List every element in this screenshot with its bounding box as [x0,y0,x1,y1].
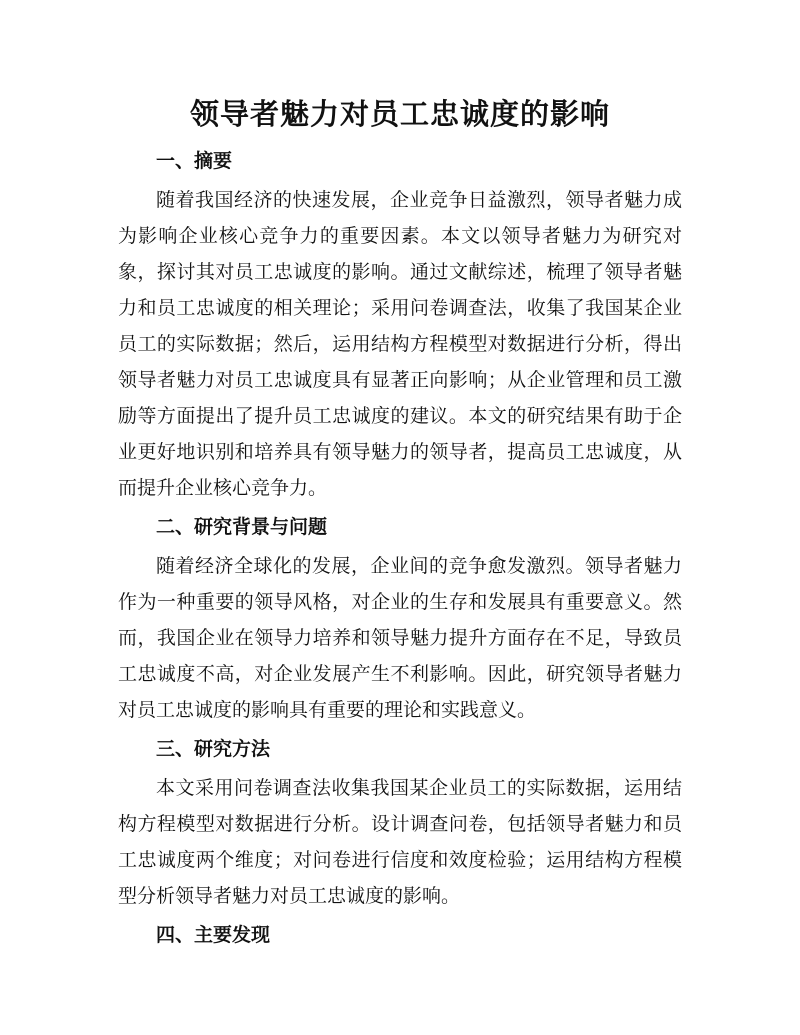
section-heading-abstract: 一、摘要 [156,150,233,172]
document-body [118,140,682,956]
section-heading-background: 二、研究背景与问题 [156,516,328,538]
section-heading-findings: 四、主要发现 [156,924,271,946]
section-heading-method: 三、研究方法 [156,738,271,760]
section-paragraph-background: 随着经济全球化的发展，企业间的竞争愈发激烈。领导者魅力作为一种重要的领导风格，对企业的生存和发展具有重要意义。然而，我国企业在领导力培养和领导魅力提升方面存在不足，导致员工忠诚度不高，对企业发展产生不利影响。因此，研究领导者魅力对员工忠诚度的影响具有重要的理论和实践意义。 [118,555,682,721]
section-paragraph-method: 本文采用问卷调查法收集我国某企业员工的实际数据，运用结构方程模型对数据进行分析。设计调查问卷，包括领导者魅力和员工忠诚度两个维度；对问卷进行信度和效度检验；运用结构方程模型分析领导者魅力对员工忠诚度的影响。 [118,777,682,907]
document-title: 领导者魅力对员工忠诚度的影响 [189,97,610,131]
section-paragraph-abstract: 随着我国经济的快速发展，企业竞争日益激烈，领导者魅力成为影响企业核心竞争力的重要因素。本文以领导者魅力为研究对象，探讨其对员工忠诚度的影响。通过文献综述，梳理了领导者魅力和员工忠诚度的相关理论；采用问卷调查法，收集了我国某企业员工的实际数据；然后，运用结构方程模型对数据进行分析，得出领导者魅力对员工忠诚度具有显著正向影响；从企业管理和员工激励等方面提出了提升员工忠诚度的建议。本文的研究结果有助于企业更好地识别和培养具有领导魅力的领导者，提高员工忠诚度，从而提升企业核心竞争力。 [118,189,682,499]
